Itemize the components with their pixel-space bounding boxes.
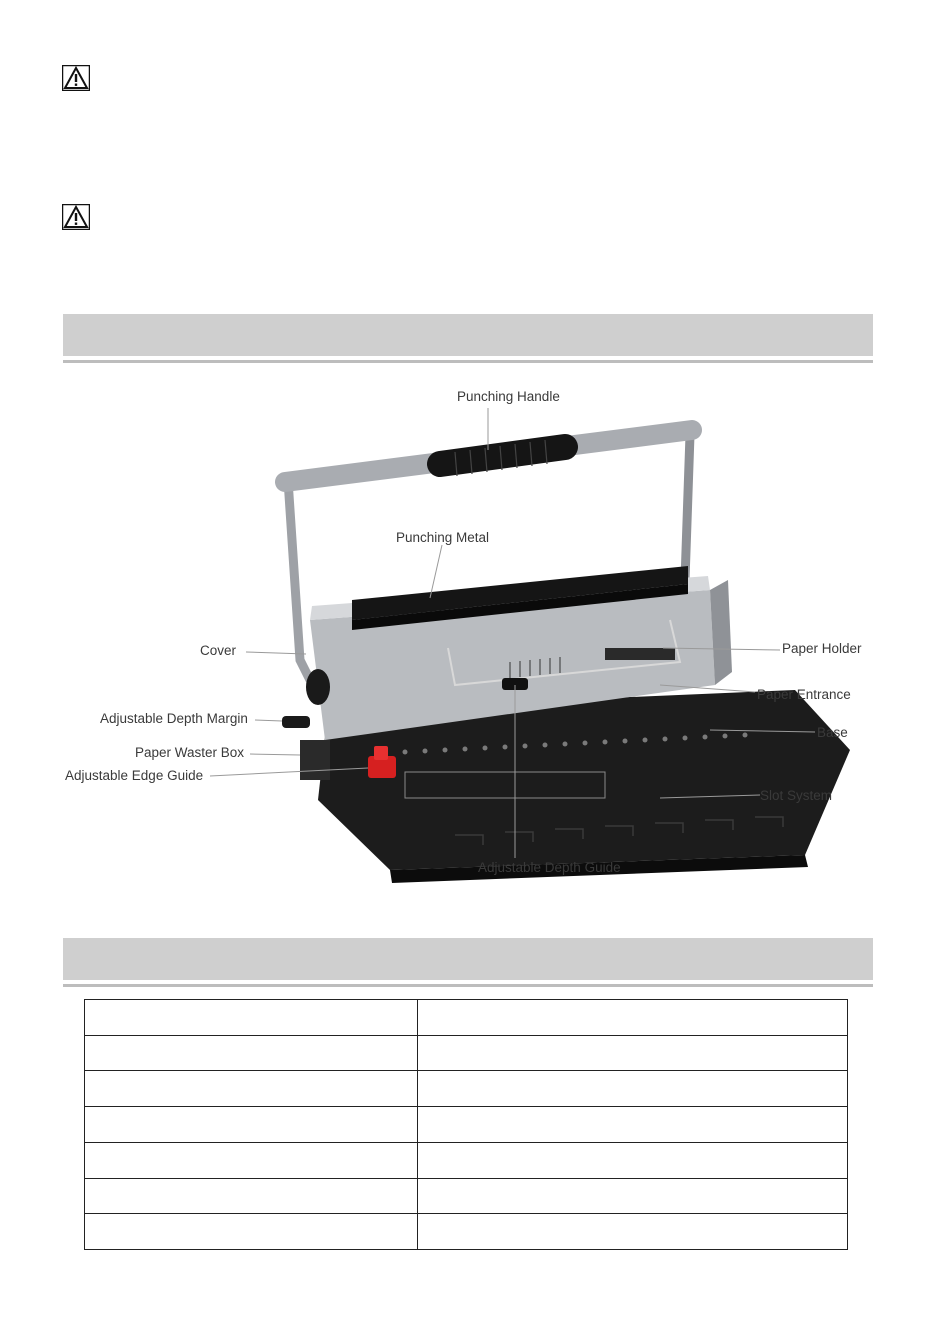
section-divider [63, 984, 873, 987]
table-row [85, 1071, 848, 1107]
table-cell [418, 1214, 848, 1250]
label-base: Base [817, 725, 848, 740]
warning-triangle-icon [62, 65, 90, 91]
table-cell [418, 1107, 848, 1143]
table-cell [85, 1000, 418, 1036]
label-cover: Cover [200, 643, 237, 658]
table-cell [418, 1142, 848, 1178]
table-cell [85, 1178, 418, 1214]
table-cell [85, 1071, 418, 1107]
table-row [85, 1214, 848, 1250]
table-cell [85, 1142, 418, 1178]
label-slot-system: Slot System [760, 788, 833, 803]
section-header-band [63, 314, 873, 356]
table-cell [418, 1035, 848, 1071]
label-adjustable-depth-margin: Adjustable Depth Margin [100, 711, 248, 726]
specification-table [84, 999, 848, 1250]
binding-machine-illustration [60, 380, 873, 900]
label-paper-waster-box: Paper Waster Box [135, 745, 245, 760]
table-cell [85, 1035, 418, 1071]
table-row [85, 1107, 848, 1143]
section-header-band [63, 938, 873, 980]
table-row [85, 1178, 848, 1214]
table-cell [418, 1000, 848, 1036]
label-punching-metal: Punching Metal [396, 530, 490, 545]
label-punching-handle: Punching Handle [457, 389, 560, 404]
table-cell [85, 1214, 418, 1250]
table-cell [85, 1107, 418, 1143]
table-cell [418, 1178, 848, 1214]
table-row [85, 1142, 848, 1178]
label-paper-entrance: Paper Entrance [757, 687, 851, 702]
table-row [85, 1000, 848, 1036]
label-adjustable-edge-guide: Adjustable Edge Guide [65, 768, 204, 783]
product-diagram [60, 380, 873, 900]
section-divider [63, 360, 873, 363]
table-cell [418, 1071, 848, 1107]
label-paper-holder: Paper Holder [782, 641, 862, 656]
label-adjustable-depth-guide: Adjustable Depth Guide [478, 860, 621, 875]
table-row [85, 1035, 848, 1071]
warning-triangle-icon [62, 204, 90, 230]
